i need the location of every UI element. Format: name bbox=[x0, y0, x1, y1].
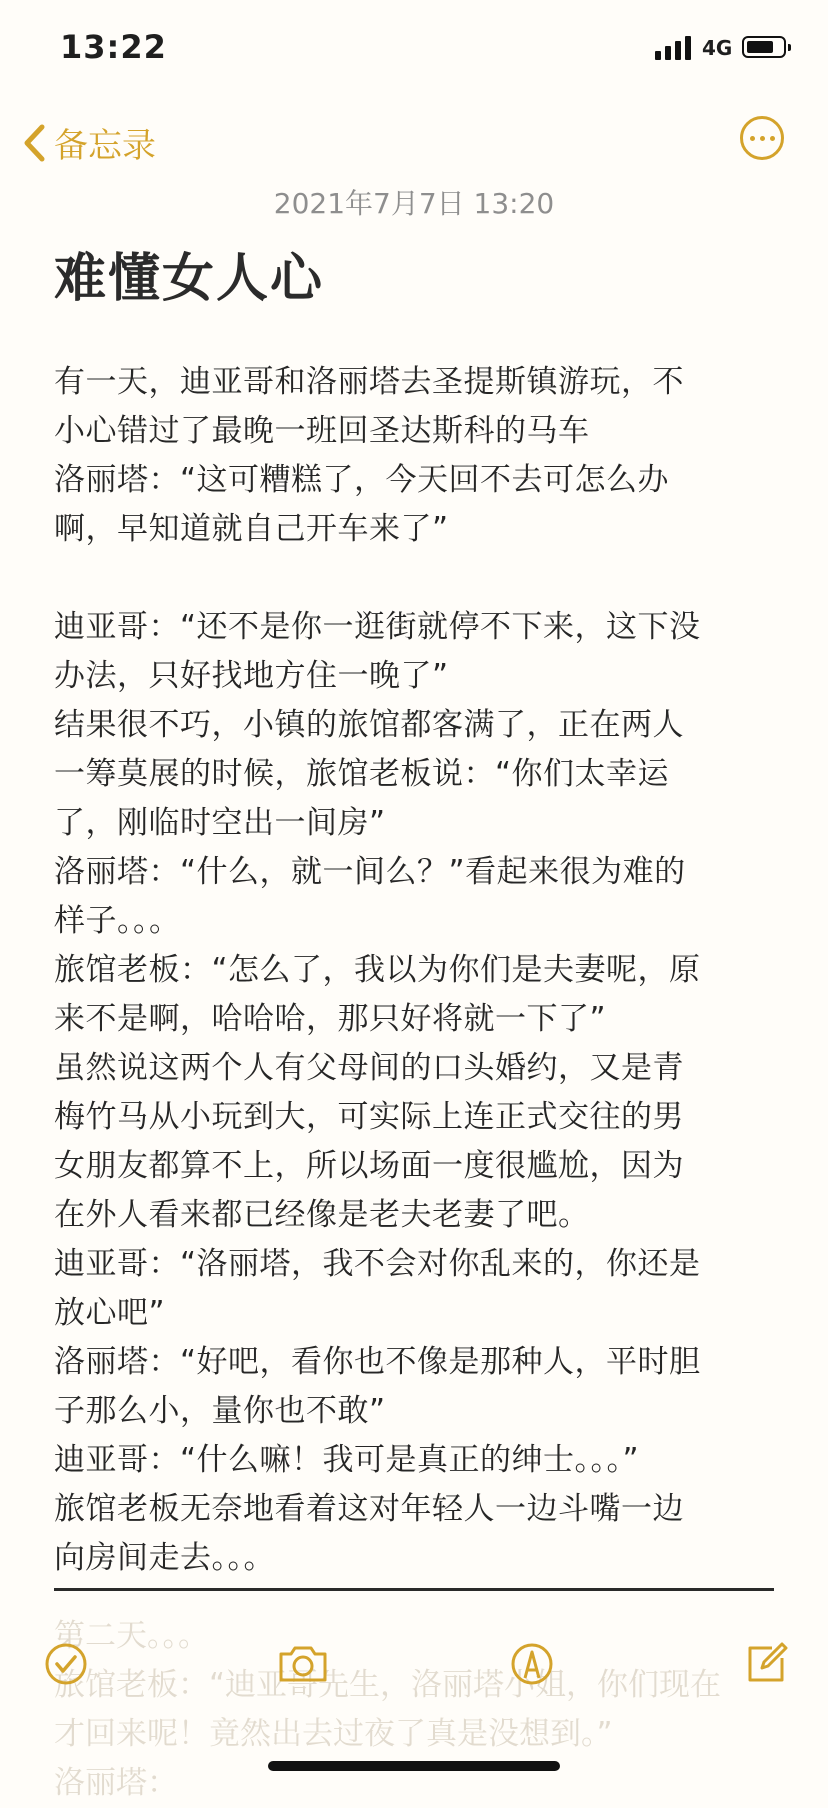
note-divider bbox=[54, 1588, 774, 1591]
checklist-icon bbox=[42, 1640, 90, 1688]
home-indicator[interactable] bbox=[268, 1761, 560, 1771]
note-title[interactable]: 难懂女人心 bbox=[54, 249, 325, 309]
bottom-toolbar bbox=[0, 1640, 828, 1720]
cellular-signal-icon bbox=[655, 34, 701, 60]
back-label: 备忘录 bbox=[54, 126, 156, 166]
status-time: 13:22 bbox=[60, 28, 167, 66]
markup-button[interactable] bbox=[508, 1640, 556, 1688]
camera-icon bbox=[275, 1640, 331, 1688]
note-body-continued[interactable]: 第二天。。。 旅馆老板：“迪亚哥先生，洛丽塔小姐，你们现在 才回来呢！竟然出去过夜了真是没想到。” 洛丽塔： bbox=[54, 1618, 722, 1801]
battery-icon bbox=[742, 36, 786, 58]
back-button[interactable] bbox=[22, 118, 156, 167]
compose-button[interactable] bbox=[742, 1640, 790, 1688]
note-date: 2021年7月7日 13:20 bbox=[273, 187, 555, 220]
camera-button[interactable] bbox=[275, 1640, 331, 1688]
nav-bar bbox=[0, 110, 828, 170]
network-type: 4G bbox=[702, 36, 733, 60]
status-bar bbox=[0, 0, 828, 100]
chevron-left-icon bbox=[22, 124, 46, 162]
compose-icon bbox=[742, 1640, 790, 1688]
checklist-button[interactable] bbox=[42, 1640, 90, 1688]
note-body[interactable]: 有一天，迪亚哥和洛丽塔去圣提斯镇游玩，不 小心错过了最晚一班回圣达斯科的马车 洛丽塔：“这可糟糕了，今天回不去可怎么办 啊，早知道就自己开车来了” 迪亚哥：“还不是你一逛街就停不下来，这下没 办法，只好找地方住一晚了” 结果很不巧，小镇的旅馆都客满了，正在两人 一筹莫展的时候，旅馆老板说：“你们太幸运 了，刚临时空出一间房” 洛丽塔：“什么，就一间么？”看起来很为难的 样子。。。 旅馆老板：“怎么了，我以为你们是夫妻呢，原 来不是啊，哈哈哈，那只好将就一下了” 虽然说这两个人有父母间的口头婚约，又是青 梅竹马从小玩到大，可实际上连正式交往的男 女朋友都算不上，所以场面一度很尴尬，因为 在外人看来都已经像是老夫老妻了吧。 迪亚哥：“洛丽塔，我不会对你乱来的，你还是 放心吧” 洛丽塔：“好吧，看你也不像是那种人，平时胆 子那么小，量你也不敢” 迪亚哥：“什么嘛！我可是真正的绅士。。。” 旅馆老板无奈地看着这对年轻人一边斗嘴一边 向房间走去。。。 bbox=[54, 364, 701, 1576]
more-options-button[interactable] bbox=[740, 116, 784, 160]
markup-icon bbox=[508, 1640, 556, 1688]
